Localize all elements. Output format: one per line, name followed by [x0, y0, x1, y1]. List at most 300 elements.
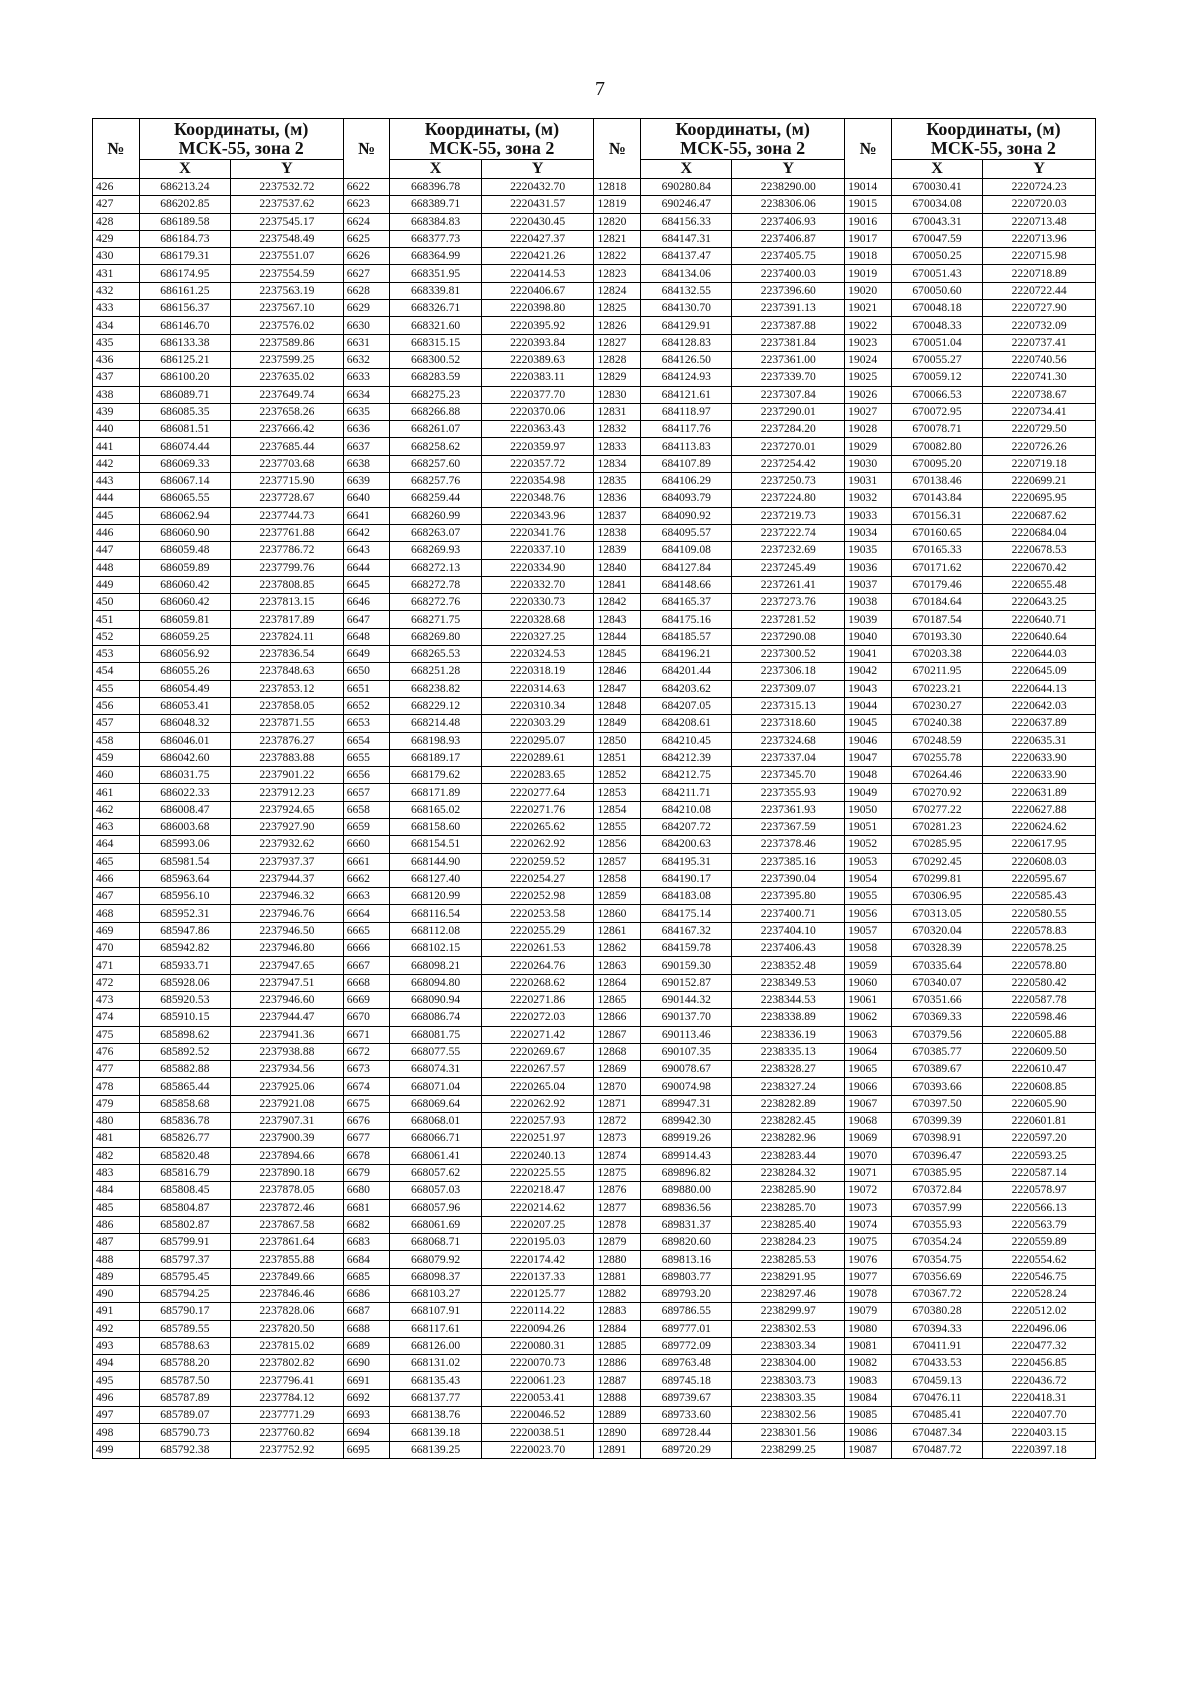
y-value: 2237306.18	[732, 663, 845, 680]
point-number: 6653	[343, 715, 390, 732]
x-value: 668137.77	[390, 1389, 481, 1406]
table-row	[93, 836, 1096, 853]
y-value: 2220431.57	[481, 196, 594, 213]
table-row	[93, 991, 1096, 1008]
y-value: 2220633.90	[983, 767, 1096, 784]
y-value: 2220631.89	[983, 784, 1096, 801]
x-value: 689733.60	[641, 1407, 732, 1424]
x-value: 668154.51	[390, 836, 481, 853]
x-value: 668116.54	[390, 905, 481, 922]
x-value: 689720.29	[641, 1441, 732, 1458]
y-value: 2220314.63	[481, 680, 594, 697]
point-number: 19064	[845, 1043, 892, 1060]
point-number: 12860	[594, 905, 641, 922]
x-value: 686067.14	[139, 473, 230, 490]
point-number: 19016	[845, 213, 892, 230]
x-value: 685802.87	[139, 1216, 230, 1233]
point-number: 484	[93, 1182, 140, 1199]
x-value: 689772.09	[641, 1337, 732, 1354]
point-number: 442	[93, 455, 140, 472]
y-value: 2220255.29	[481, 922, 594, 939]
header-y: Y	[732, 160, 845, 179]
point-number: 6690	[343, 1355, 390, 1372]
point-number: 432	[93, 282, 140, 299]
y-value: 2220295.07	[481, 732, 594, 749]
x-value: 670255.78	[891, 749, 982, 766]
point-number: 19072	[845, 1182, 892, 1199]
y-value: 2220699.21	[983, 473, 1096, 490]
x-value: 668138.76	[390, 1407, 481, 1424]
table-row	[93, 490, 1096, 507]
point-number: 488	[93, 1251, 140, 1268]
y-value: 2237947.65	[231, 957, 344, 974]
point-number: 6659	[343, 818, 390, 835]
y-value: 2237828.06	[231, 1303, 344, 1320]
y-value: 2220580.55	[983, 905, 1096, 922]
y-value: 2220265.62	[481, 818, 594, 835]
x-value: 668127.40	[390, 870, 481, 887]
x-value: 686069.33	[139, 455, 230, 472]
y-value: 2220633.90	[983, 749, 1096, 766]
x-value: 670354.24	[891, 1234, 982, 1251]
x-value: 684200.63	[641, 836, 732, 853]
x-value: 670138.46	[891, 473, 982, 490]
point-number: 19015	[845, 196, 892, 213]
y-value: 2237867.58	[231, 1216, 344, 1233]
point-number: 19025	[845, 369, 892, 386]
x-value: 670143.84	[891, 490, 982, 507]
point-number: 6649	[343, 646, 390, 663]
x-value: 684147.31	[641, 230, 732, 247]
table-row	[93, 628, 1096, 645]
y-value: 2220393.84	[481, 334, 594, 351]
x-value: 670230.27	[891, 697, 982, 714]
y-value: 2220566.13	[983, 1199, 1096, 1216]
x-value: 668071.04	[390, 1078, 481, 1095]
point-number: 12830	[594, 386, 641, 403]
y-value: 2237784.12	[231, 1389, 344, 1406]
y-value: 2237273.76	[732, 594, 845, 611]
x-value: 670095.20	[891, 455, 982, 472]
x-value: 670433.53	[891, 1355, 982, 1372]
y-value: 2237848.63	[231, 663, 344, 680]
x-value: 670357.99	[891, 1199, 982, 1216]
y-value: 2237855.88	[231, 1251, 344, 1268]
point-number: 12891	[594, 1441, 641, 1458]
x-value: 686074.44	[139, 438, 230, 455]
point-number: 6676	[343, 1113, 390, 1130]
x-value: 670203.38	[891, 646, 982, 663]
point-number: 6657	[343, 784, 390, 801]
x-value: 685956.10	[139, 888, 230, 905]
point-number: 12871	[594, 1095, 641, 1112]
point-number: 12857	[594, 853, 641, 870]
y-value: 2237589.86	[231, 334, 344, 351]
table-row	[93, 317, 1096, 334]
point-number: 6640	[343, 490, 390, 507]
y-value: 2220418.31	[983, 1389, 1096, 1406]
y-value: 2220207.25	[481, 1216, 594, 1233]
table-row	[93, 732, 1096, 749]
point-number: 493	[93, 1337, 140, 1354]
y-value: 2237820.50	[231, 1320, 344, 1337]
y-value: 2237924.65	[231, 801, 344, 818]
y-value: 2220595.67	[983, 870, 1096, 887]
y-value: 2220684.04	[983, 524, 1096, 541]
point-number: 12835	[594, 473, 641, 490]
point-number: 19054	[845, 870, 892, 887]
table-row	[93, 957, 1096, 974]
x-value: 668259.44	[390, 490, 481, 507]
y-value: 2220137.33	[481, 1268, 594, 1285]
y-value: 2220253.58	[481, 905, 594, 922]
x-value: 686059.89	[139, 559, 230, 576]
y-value: 2237666.42	[231, 421, 344, 438]
y-value: 2220726.26	[983, 438, 1096, 455]
table-row	[93, 213, 1096, 230]
y-value: 2220407.70	[983, 1407, 1096, 1424]
x-value: 686008.47	[139, 801, 230, 818]
y-value: 2238285.70	[732, 1199, 845, 1216]
table-row	[93, 888, 1096, 905]
x-value: 668179.62	[390, 767, 481, 784]
y-value: 2237947.51	[231, 974, 344, 991]
y-value: 2220741.30	[983, 369, 1096, 386]
point-number: 6652	[343, 697, 390, 714]
y-value: 2220644.13	[983, 680, 1096, 697]
y-value: 2220729.50	[983, 421, 1096, 438]
point-number: 6646	[343, 594, 390, 611]
x-value: 685789.55	[139, 1320, 230, 1337]
point-number: 436	[93, 351, 140, 368]
y-value: 2237219.73	[732, 507, 845, 524]
point-number: 12847	[594, 680, 641, 697]
point-number: 19051	[845, 818, 892, 835]
y-value: 2237315.13	[732, 697, 845, 714]
x-value: 670487.34	[891, 1424, 982, 1441]
x-value: 690152.87	[641, 974, 732, 991]
x-value: 689942.30	[641, 1113, 732, 1130]
point-number: 6680	[343, 1182, 390, 1199]
point-number: 12863	[594, 957, 641, 974]
point-number: 19080	[845, 1320, 892, 1337]
x-value: 670051.04	[891, 334, 982, 351]
point-number: 19055	[845, 888, 892, 905]
table-row	[93, 1026, 1096, 1043]
y-value: 2237300.52	[732, 646, 845, 663]
x-value: 689919.26	[641, 1130, 732, 1147]
x-value: 670306.95	[891, 888, 982, 905]
y-value: 2220670.42	[983, 559, 1096, 576]
y-value: 2237554.59	[231, 265, 344, 282]
x-value: 684167.32	[641, 922, 732, 939]
header-system-label: МСК-55, зона 2	[930, 138, 1056, 158]
y-value: 2238349.53	[732, 974, 845, 991]
y-value: 2237281.52	[732, 611, 845, 628]
x-value: 668266.88	[390, 403, 481, 420]
point-number: 12858	[594, 870, 641, 887]
point-number: 478	[93, 1078, 140, 1095]
table-header	[93, 119, 1096, 179]
x-value: 668139.25	[390, 1441, 481, 1458]
point-number: 6629	[343, 300, 390, 317]
x-value: 668364.99	[390, 248, 481, 265]
point-number: 6688	[343, 1320, 390, 1337]
table-row	[93, 1251, 1096, 1268]
y-value: 2220218.47	[481, 1182, 594, 1199]
y-value: 2220310.34	[481, 697, 594, 714]
table-row	[93, 974, 1096, 991]
point-number: 6667	[343, 957, 390, 974]
point-number: 477	[93, 1061, 140, 1078]
y-value: 2238336.19	[732, 1026, 845, 1043]
x-value: 668068.01	[390, 1113, 481, 1130]
point-number: 446	[93, 524, 140, 541]
table-row	[93, 386, 1096, 403]
y-value: 2238303.73	[732, 1372, 845, 1389]
point-number: 19050	[845, 801, 892, 818]
point-number: 470	[93, 940, 140, 957]
y-value: 2220528.24	[983, 1286, 1096, 1303]
y-value: 2237853.12	[231, 680, 344, 697]
x-value: 685952.31	[139, 905, 230, 922]
y-value: 2220271.76	[481, 801, 594, 818]
point-number: 6632	[343, 351, 390, 368]
point-number: 19046	[845, 732, 892, 749]
x-value: 668275.23	[390, 386, 481, 403]
x-value: 668090.94	[390, 991, 481, 1008]
y-value: 2220252.98	[481, 888, 594, 905]
table-row	[93, 1303, 1096, 1320]
y-value: 2238282.45	[732, 1113, 845, 1130]
x-value: 670082.80	[891, 438, 982, 455]
point-number: 450	[93, 594, 140, 611]
header-coordinates-label: Координаты, (м)	[675, 119, 810, 139]
y-value: 2237946.80	[231, 940, 344, 957]
y-value: 2237635.02	[231, 369, 344, 386]
y-value: 2237799.76	[231, 559, 344, 576]
y-value: 2237796.41	[231, 1372, 344, 1389]
point-number: 6691	[343, 1372, 390, 1389]
x-value: 685963.64	[139, 870, 230, 887]
x-value: 686022.33	[139, 784, 230, 801]
x-value: 670264.46	[891, 767, 982, 784]
y-value: 2237883.88	[231, 749, 344, 766]
y-value: 2237649.74	[231, 386, 344, 403]
point-number: 12872	[594, 1113, 641, 1130]
x-value: 689777.01	[641, 1320, 732, 1337]
x-value: 668261.07	[390, 421, 481, 438]
x-value: 684128.83	[641, 334, 732, 351]
x-value: 668260.99	[390, 507, 481, 524]
point-number: 12829	[594, 369, 641, 386]
y-value: 2220357.72	[481, 455, 594, 472]
point-number: 6670	[343, 1009, 390, 1026]
y-value: 2220265.04	[481, 1078, 594, 1095]
y-value: 2237894.66	[231, 1147, 344, 1164]
x-value: 684095.57	[641, 524, 732, 541]
table-row	[93, 1268, 1096, 1285]
point-number: 19085	[845, 1407, 892, 1424]
x-value: 684124.93	[641, 369, 732, 386]
x-value: 689820.60	[641, 1234, 732, 1251]
point-number: 12851	[594, 749, 641, 766]
x-value: 670160.65	[891, 524, 982, 541]
y-value: 2220225.55	[481, 1164, 594, 1181]
table-row	[93, 1441, 1096, 1458]
y-value: 2237912.23	[231, 784, 344, 801]
y-value: 2220328.68	[481, 611, 594, 628]
y-value: 2220512.02	[983, 1303, 1096, 1320]
point-number: 19087	[845, 1441, 892, 1458]
point-number: 12878	[594, 1216, 641, 1233]
x-value: 684148.66	[641, 576, 732, 593]
y-value: 2220644.03	[983, 646, 1096, 663]
x-value: 670050.25	[891, 248, 982, 265]
y-value: 2237261.41	[732, 576, 845, 593]
header-system-label: МСК-55, зона 2	[178, 138, 304, 158]
y-value: 2237567.10	[231, 300, 344, 317]
y-value: 2220341.76	[481, 524, 594, 541]
x-value: 670292.45	[891, 853, 982, 870]
point-number: 6693	[343, 1407, 390, 1424]
x-value: 670193.30	[891, 628, 982, 645]
point-number: 12825	[594, 300, 641, 317]
point-number: 6678	[343, 1147, 390, 1164]
x-value: 684129.91	[641, 317, 732, 334]
point-number: 434	[93, 317, 140, 334]
y-value: 2237537.62	[231, 196, 344, 213]
x-value: 670047.59	[891, 230, 982, 247]
x-value: 670223.21	[891, 680, 982, 697]
table-row	[93, 870, 1096, 887]
point-number: 6641	[343, 507, 390, 524]
y-value: 2237946.50	[231, 922, 344, 939]
y-value: 2220678.53	[983, 542, 1096, 559]
point-number: 19045	[845, 715, 892, 732]
point-number: 6638	[343, 455, 390, 472]
table-row	[93, 715, 1096, 732]
y-value: 2237836.54	[231, 646, 344, 663]
y-value: 2237900.39	[231, 1130, 344, 1147]
point-number: 12823	[594, 265, 641, 282]
point-number: 12852	[594, 767, 641, 784]
table-row	[93, 559, 1096, 576]
y-value: 2220359.97	[481, 438, 594, 455]
y-value: 2238304.00	[732, 1355, 845, 1372]
table-row	[93, 403, 1096, 420]
point-number: 449	[93, 576, 140, 593]
x-value: 670485.41	[891, 1407, 982, 1424]
point-number: 482	[93, 1147, 140, 1164]
y-value: 2220174.42	[481, 1251, 594, 1268]
x-value: 670396.47	[891, 1147, 982, 1164]
x-value: 668074.31	[390, 1061, 481, 1078]
y-value: 2237927.90	[231, 818, 344, 835]
table-row	[93, 922, 1096, 939]
y-value: 2237406.93	[732, 213, 845, 230]
point-number: 6655	[343, 749, 390, 766]
point-number: 12842	[594, 594, 641, 611]
y-value: 2220734.41	[983, 403, 1096, 420]
y-value: 2220337.10	[481, 542, 594, 559]
x-value: 684134.06	[641, 265, 732, 282]
y-value: 2237232.69	[732, 542, 845, 559]
y-value: 2237250.73	[732, 473, 845, 490]
x-value: 670043.31	[891, 213, 982, 230]
point-number: 19069	[845, 1130, 892, 1147]
x-value: 685858.68	[139, 1095, 230, 1112]
table-row	[93, 611, 1096, 628]
table-row	[93, 524, 1096, 541]
table-row	[93, 749, 1096, 766]
point-number: 19032	[845, 490, 892, 507]
x-value: 670328.39	[891, 940, 982, 957]
x-value: 668094.80	[390, 974, 481, 991]
x-value: 684137.47	[641, 248, 732, 265]
point-number: 461	[93, 784, 140, 801]
y-value: 2237385.16	[732, 853, 845, 870]
x-value: 689914.43	[641, 1147, 732, 1164]
x-value: 684208.61	[641, 715, 732, 732]
point-number: 6633	[343, 369, 390, 386]
point-number: 479	[93, 1095, 140, 1112]
y-value: 2237563.19	[231, 282, 344, 299]
y-value: 2220605.88	[983, 1026, 1096, 1043]
y-value: 2237378.46	[732, 836, 845, 853]
y-value: 2237932.62	[231, 836, 344, 853]
point-number: 6639	[343, 473, 390, 490]
x-value: 684117.76	[641, 421, 732, 438]
point-number: 12836	[594, 490, 641, 507]
point-number: 6643	[343, 542, 390, 559]
y-value: 2237802.82	[231, 1355, 344, 1372]
point-number: 19082	[845, 1355, 892, 1372]
header-system-label: МСК-55, зона 2	[429, 138, 555, 158]
point-number: 6685	[343, 1268, 390, 1285]
x-value: 684207.05	[641, 697, 732, 714]
x-value: 690137.70	[641, 1009, 732, 1026]
table-row	[93, 179, 1096, 196]
x-value: 670156.31	[891, 507, 982, 524]
point-number: 19066	[845, 1078, 892, 1095]
x-value: 668272.13	[390, 559, 481, 576]
point-number: 12833	[594, 438, 641, 455]
y-value: 2220546.75	[983, 1268, 1096, 1285]
y-value: 2220585.43	[983, 888, 1096, 905]
x-value: 668061.69	[390, 1216, 481, 1233]
y-value: 2237921.08	[231, 1095, 344, 1112]
x-value: 668257.76	[390, 473, 481, 490]
x-value: 690280.84	[641, 179, 732, 196]
header-coordinates	[139, 119, 343, 160]
point-number: 441	[93, 438, 140, 455]
y-value: 2220271.86	[481, 991, 594, 1008]
x-value: 668300.52	[390, 351, 481, 368]
x-value: 684175.14	[641, 905, 732, 922]
y-value: 2237858.05	[231, 697, 344, 714]
y-value: 2220427.37	[481, 230, 594, 247]
point-number: 472	[93, 974, 140, 991]
x-value: 668269.80	[390, 628, 481, 645]
x-value: 684109.08	[641, 542, 732, 559]
x-value: 690144.32	[641, 991, 732, 1008]
x-value: 670393.66	[891, 1078, 982, 1095]
x-value: 685865.44	[139, 1078, 230, 1095]
x-value: 668165.02	[390, 801, 481, 818]
x-value: 670211.95	[891, 663, 982, 680]
x-value: 668120.99	[390, 888, 481, 905]
